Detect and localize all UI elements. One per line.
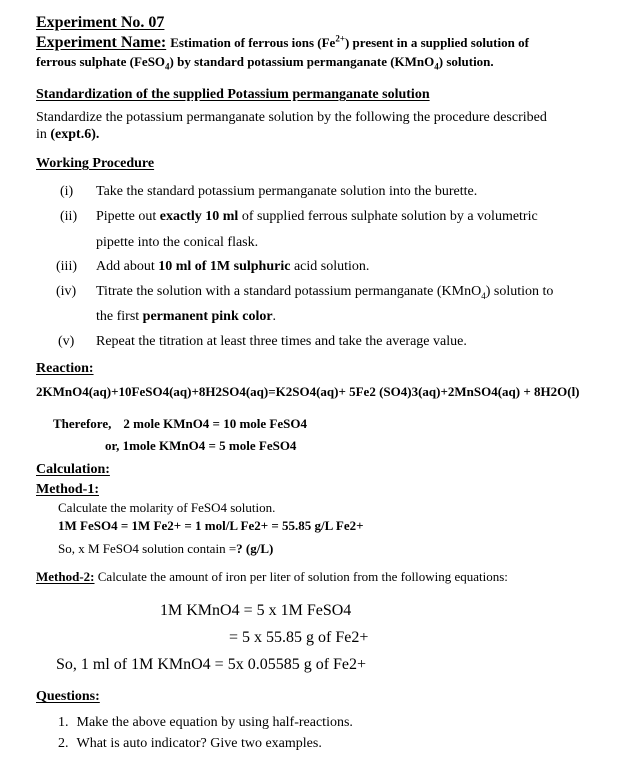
experiment-name-label: Experiment Name: <box>36 34 167 51</box>
standardization-heading: Standardization of the supplied Potassium permanganate solution <box>36 87 430 102</box>
procedure-step-2-cont: pipette into the conical flask. <box>96 235 259 250</box>
method-2-line: Method-2: Calculate the amount of iron per liter of solution from the following equations: <box>36 569 508 584</box>
procedure-step-1: (i) Take the standard potassium permanganate solution into the burette. <box>60 184 478 199</box>
equation-1: 1M KMnO4 = 5 x 1M FeSO4 <box>160 602 352 619</box>
question-2: 2. What is auto indicator? Give two examples. <box>58 736 322 751</box>
method-1-label: Method-1: <box>36 482 99 497</box>
reaction-equation: 2KMnO4(aq)+10FeSO4(aq)+8H2SO4(aq)=K2SO4(aq)+ 5Fe2 (SO4)3(aq)+2MnSO4(aq) + 8H2O(l) <box>36 384 580 399</box>
experiment-name-text-1: Estimation of ferrous ions (Fe <box>170 35 336 50</box>
standardization-line-2: in (expt.6). <box>36 127 100 142</box>
procedure-step-2: (ii) Pipette out exactly 10 ml of supplied ferrous sulphate solution by a volumetric <box>60 209 538 224</box>
procedure-step-5: (v) Repeat the titration at least three times and take the average value. <box>58 334 467 349</box>
procedure-step-4-cont: the first permanent pink color. <box>96 309 277 324</box>
method-1-line-1: Calculate the molarity of FeSO4 solution. <box>58 500 276 515</box>
procedure-step-4: (iv) Titrate the solution with a standard potassium permanganate (KMnO$_4$) solution to <box>56 284 554 301</box>
experiment-number: Experiment No. 07 <box>36 14 165 31</box>
method-1-line-3: So, x M FeSO4 solution contain =? (g/L) <box>58 541 274 556</box>
procedure-step-3: (iii) Add about 10 ml of 1M sulphuric acid solution. <box>56 259 370 274</box>
standardization-line-1: Standardize the potassium permanganate solution by the following the procedure described <box>36 110 547 125</box>
question-1: 1. Make the above equation by using half-reactions. <box>58 715 353 730</box>
reaction-heading: Reaction: <box>36 361 94 376</box>
questions-heading: Questions: <box>36 689 100 704</box>
reaction-ratio-2: or, 1mole KMnO4 = 5 mole FeSO4 <box>105 438 297 453</box>
experiment-name-line-1: Experiment Name: Estimation of ferrous ions $(Fe^{2+})$ present in a supplied solution of <box>36 33 529 51</box>
equation-3: So, 1 ml of 1M KMnO4 = 5x 0.05585 g of Fe2+ <box>56 656 367 673</box>
experiment-name-line-2: ferrous sulphate (FeSO$_4$) by standard potassium permanganate (KMnO$_4$) solution. <box>36 54 494 72</box>
reaction-ratio-1: Therefore, 2 mole KMnO4 = 10 mole FeSO4 <box>53 416 307 431</box>
procedure-heading: Working Procedure <box>36 156 155 171</box>
equation-2: = 5 x 55.85 g of Fe2+ <box>229 629 369 646</box>
method-2-label: Method-2: <box>36 569 95 584</box>
calculation-heading: Calculation: <box>36 462 110 477</box>
method-1-line-2: 1M FeSO4 = 1M Fe2+ = 1 mol/L Fe2+ = 55.85 g/L Fe2+ <box>58 518 364 533</box>
